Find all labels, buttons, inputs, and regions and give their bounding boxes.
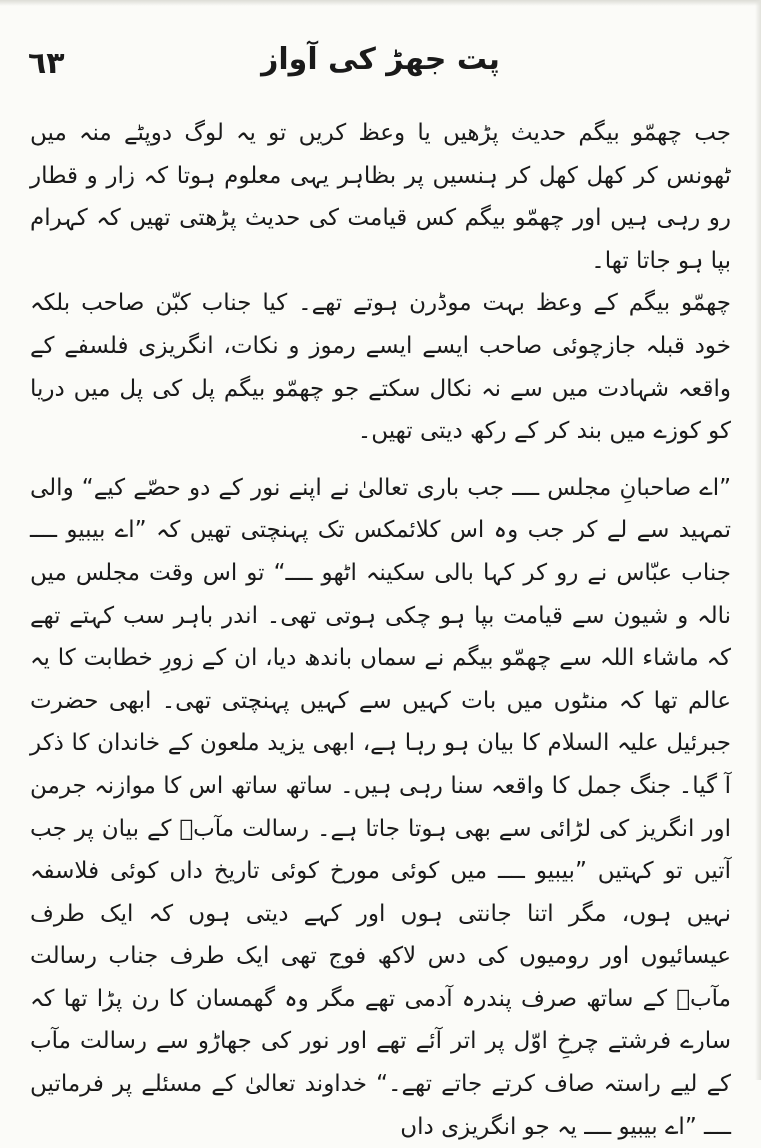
running-title: پت جھڑ کی آواز bbox=[261, 42, 500, 77]
scan-shadow-right bbox=[755, 0, 761, 1080]
page-number: ٦٣ bbox=[28, 46, 65, 81]
paragraph: چھمّو بیگم کے وعظ بہت موڈرن ہوتے تھے۔ کیا جناب کبّن صاحب بلکہ خود قبلہ جازچوئی صاحب ایسے ایسے رموز و نکات، انگریزی فلسفے کے واقعہ شہادت میں سے نہ نکال سکتے جو چھمّو بیگم پل کی پل میں دریا کو کوزے میں بند کر کے رکھ دیتی تھیں۔ bbox=[30, 290, 731, 445]
scan-shadow-top bbox=[0, 0, 761, 6]
page-body bbox=[30, 112, 731, 1148]
page-header bbox=[28, 42, 733, 92]
paragraph: جب چھمّو بیگم حدیث پڑھیں یا وعظ کریں تو یہ لوگ دوپٹے منہ میں ٹھونس کر کھل کھل کر ہنسیں پر بظاہر یہی معلوم ہوتا کہ زار و قطار رو رہی ہیں اور چھمّو بیگم کس قیامت کی حدیث پڑھتی تھیں کہ کہرام بپا ہو جاتا تھا۔ bbox=[30, 120, 731, 274]
paragraph: ”اے صاحبانِ مجلس ــــ جب باری تعالیٰ نے اپنے نور کے دو حصّے کیے“ والی تمہید سے لے کر جب وہ اس کلائمکس تک پہنچتی تھیں کہ ”اے بیبیو ــــ جناب عبّاس نے رو کر کہا بالی سکینہ اٹھو ــــ“ تو اس وقت مجلس میں نالہ و شیون سے قیامت بپا ہو چکی ہوتی تھی۔ اندر باہر سب کہتے تھے کہ ماشاء اللہ سے چھمّو بیگم نے سماں باندھ دیا، ان کے زورِ خطابت کا یہ عالم تھا کہ منٹوں میں بات کہیں سے کہیں پہنچتی تھی۔ ابھی حضرت جبرئیل علیہ السلام کا بیان ہو رہا ہے، ابھی یزید ملعون کے خاندان کا ذکر آ گیا۔ جنگ جمل کا واقعہ سنا رہی ہیں۔ ساتھ ساتھ اس کا موازنہ جرمن اور انگریز کی لڑائی سے بھی ہوتا جاتا ہے۔ رسالت مآبؐ کے بیان پر جب آتیں تو کہتیں ”بیبیو ــــ میں کوئی مورخ کوئی تاریخ داں کوئی فلاسفہ نہیں ہوں، مگر اتنا جانتی ہوں اور کہے دیتی ہوں کہ ایک طرف عیسائیوں اور رومیوں کی دس لاکھ فوج تھی ایک طرف جناب رسالت مآبؐ کے ساتھ صرف پندرہ آدمی تھے مگر وہ گھمسان کا رن پڑا تھا کہ سارے فرشتے چرخِ اوّل پر اتر آئے تھے اور نور کی جھاڑو سے رسالت مآب کے لیے راستہ صاف کرتے جاتے تھے۔“ خداوند تعالیٰ کے مسئلے پر فرماتیں ــــ ”اے بیبیو ــــ یہ جو انگریزی داں bbox=[30, 474, 731, 1140]
